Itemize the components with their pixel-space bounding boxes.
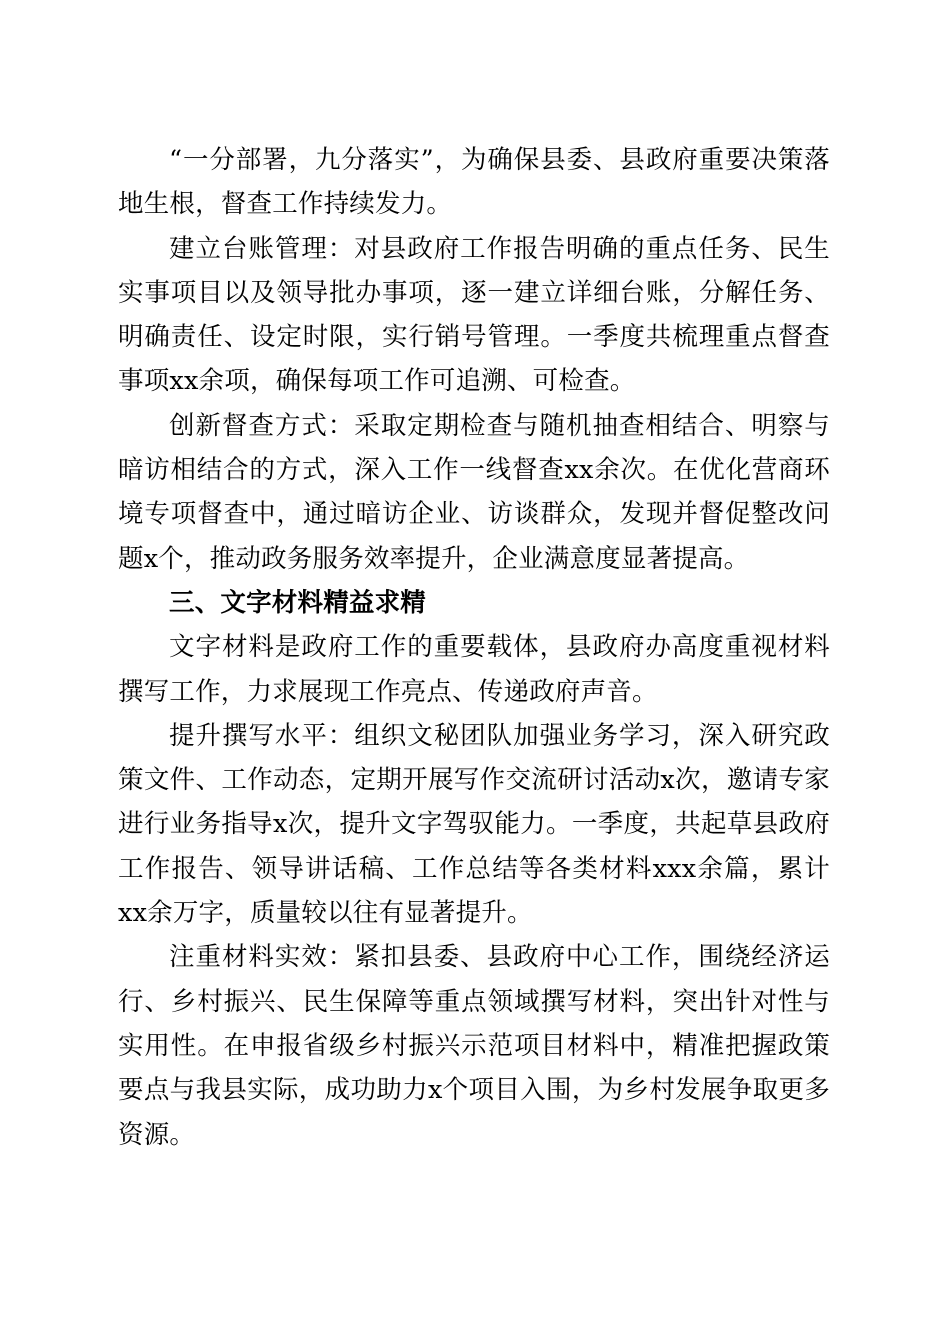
paragraph-intro: “一分部署，九分落实”，为确保县委、县政府重要决策落地生根，督查工作持续发力。 [118,145,830,220]
paragraph-materials-effectiveness: 注重材料实效：紧扣县委、县政府中心工作，围绕经济运行、乡村振兴、民生保障等重点领域撰写材料，突出针对性与实用性。在申报省级乡村振兴示范项目材料中，精准把握政策要点与我县实际，成功助力x个项目入围，为乡村发展争取更多资源。 [118,942,830,1150]
paragraph-ledger-management: 建立台账管理：对县政府工作报告明确的重点任务、民生实事项目以及领导批办事项，逐一建立详细台账，分解任务、明确责任、设定时限，实行销号管理。一季度共梳理重点督查事项xx余项，确保每项工作可追溯、可检查。 [118,233,830,397]
paragraph-materials-intro: 文字材料是政府工作的重要载体，县政府办高度重视材料撰写工作，力求展现工作亮点、传递政府声音。 [118,632,830,707]
paragraph-writing-level: 提升撰写水平：组织文秘团队加强业务学习，深入研究政策文件、工作动态，定期开展写作交流研讨活动x次，邀请专家进行业务指导x次，提升文字驾驭能力。一季度，共起草县政府工作报告、领导讲话稿、工作总结等各类材料xxx余篇，累计xx余万字，质量较以往有显著提升。 [118,720,830,929]
document-body [118,138,830,1157]
section-heading-3: 三、文字材料精益求精 [169,587,427,618]
paragraph-inspection-methods: 创新督查方式：采取定期检查与随机抽查相结合、明察与暗访相结合的方式，深入工作一线督查xx余次。在优化营商环境专项督查中，通过暗访企业、访谈群众，发现并督促整改问题x个，推动政务服务效率提升，企业满意度显著提高。 [118,410,830,574]
